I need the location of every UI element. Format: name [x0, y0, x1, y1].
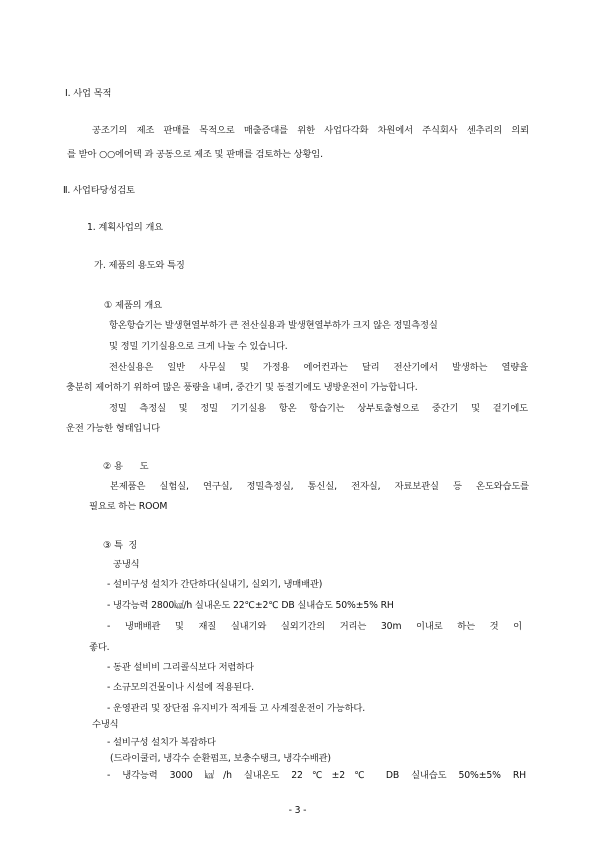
body-line: 운전 가능한 형태입니다 — [66, 423, 160, 434]
body-line: 항온항습기는 발생현열부하가 큰 전산실용과 발생현열부하가 크지 않은 정밀측정실 — [109, 320, 438, 331]
item-title: ② 용 도 — [103, 461, 149, 472]
purpose-paragraph-line: 공조기의 제조 판매를 목적으로 매출증대를 위한 사업다각화 차원에서 주식회사 센추리의 의뢰 — [92, 125, 529, 136]
body-line: 본제품은 실험실, 연구실, 정밀측정실, 통신실, 전자실, 자료보관실 등 온도와습도를 — [110, 481, 529, 492]
section-heading: Ⅱ. 사업타당성검토 — [63, 185, 135, 196]
body-line: 충분히 제어하기 위하여 많은 풍량을 내며, 중간기 및 동절기에도 냉방운전이 가능합니다. — [66, 382, 418, 393]
feature-line: - 냉매배관 및 재질 실내기와 실외기간의 거리는 30m 이내로 하는 것 이 — [107, 621, 522, 632]
purpose-paragraph-line: 를 받아 ○○에어텍 과 공동으로 제조 및 판매를 검토하는 상황임. — [67, 149, 323, 160]
body-line: 정밀 측정실 및 정밀 기기실용 항온 항습기는 상부토출형으로 중간기 및 겉기에도 — [109, 403, 528, 414]
feature-line: - 동관 설비비 그리콜식보다 저렴하다 — [107, 662, 254, 673]
subtype-label: 수냉식 — [92, 719, 119, 730]
feature-line: 좋다. — [89, 642, 110, 653]
section-heading: Ⅰ. 사업 목적 — [65, 88, 112, 99]
feature-line: - 설비구성 설치가 복잡하다 — [107, 737, 216, 748]
subtype-label: 공냉식 — [113, 559, 140, 570]
body-line: 전산실용은 일반 사무실 및 가정용 에어컨과는 달리 전산기에서 발생하는 열량을 — [109, 362, 528, 373]
body-line: 및 정밀 기기실용으로 크게 나눌 수 있습니다. — [109, 341, 288, 352]
subsection-heading: 1. 계획사업의 개요 — [87, 222, 163, 233]
item-title: ③ 특 징 — [103, 540, 138, 551]
body-line: 필요로 하는 ROOM — [89, 501, 168, 512]
feature-line: - 냉각능력 3000 ㎉/h 실내온도 22℃±2℃ DB 실내습도 50%±5% RH — [107, 770, 526, 781]
item-title: ① 제품의 개요 — [104, 300, 162, 311]
feature-line: - 냉각능력 2800㎉/h 실내온도 22℃±2℃ DB 실내습도 50%±5% RH — [107, 600, 394, 611]
feature-line: - 운영관리 및 장단점 유지비가 적게들 고 사계절운전이 가능하다. — [107, 703, 366, 714]
feature-line: - 설비구성 설치가 간단하다(실내기, 실외기, 냉매배관) — [107, 579, 323, 590]
feature-line: - 소규모의건물이나 시설에 적용된다. — [107, 682, 254, 693]
page-number: - 3 - — [288, 805, 307, 816]
feature-line: (드라이쿨러, 냉각수 순환펌프, 보충수탱크, 냉각수배관) — [110, 753, 331, 764]
subsection-heading: 가. 제품의 용도와 특징 — [94, 260, 185, 271]
